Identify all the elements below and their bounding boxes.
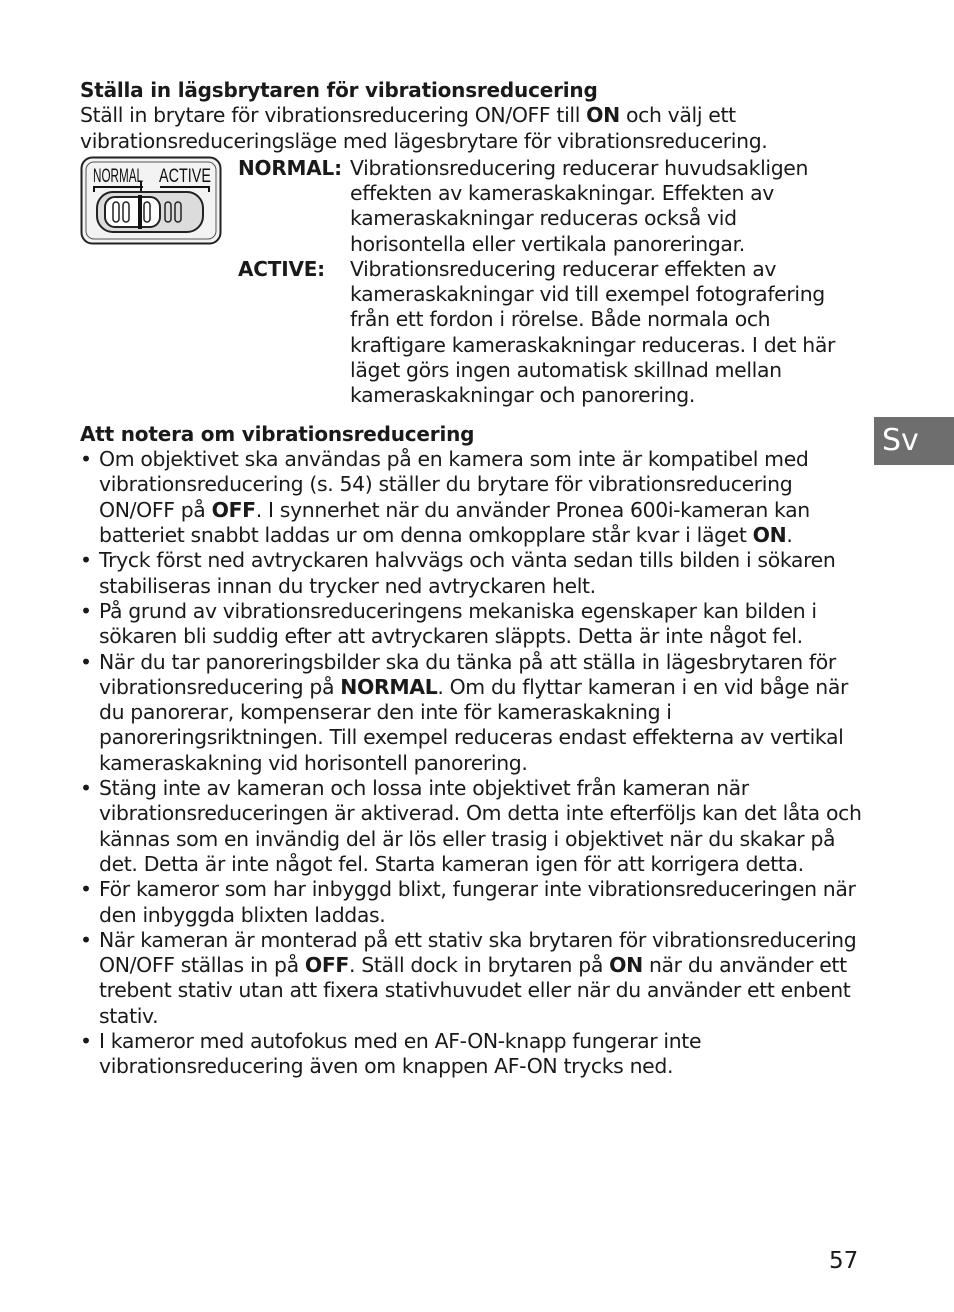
vr-mode-switch-illustration <box>80 156 222 246</box>
mode-normal-description: Vibrationsreducering reducerar huvudsakligen effekten av kameraskakningar. Effekten av kameraskakningar reduceras också vid horisontella eller vertikala panoreringar. <box>350 155 809 256</box>
note-text: . Ställ dock in brytaren på <box>349 953 610 978</box>
bullet: • <box>80 776 92 801</box>
note-text: . <box>786 523 793 548</box>
note-bold: OFF <box>304 953 350 978</box>
list-item <box>80 776 870 877</box>
list-item <box>80 599 870 650</box>
bullet: • <box>80 927 92 952</box>
bullet: • <box>80 598 92 623</box>
mode-active-description: Vibrationsreducering reducerar effekten av kameraskakningar vid till exempel fotografering från ett fordon i rörelse. Både normala och kraftigare kameraskakningar reduceras. I det här läget görs ingen automatisk skillnad mellan kameraskakningar och panorering. <box>350 256 836 408</box>
note-text: När du tar panoreringsbilder ska du tänka på att ställa in lägesbrytaren för vibrationsreducering på <box>99 649 836 699</box>
switch-label-normal: NORMAL <box>93 165 143 187</box>
list-item <box>80 650 870 776</box>
page-content <box>80 78 870 1080</box>
note-bold: ON <box>609 953 643 978</box>
intro-paragraph <box>80 103 870 154</box>
notes-list <box>80 447 870 1079</box>
mode-normal-label: NORMAL: <box>238 155 342 180</box>
list-item <box>80 1029 870 1080</box>
bullet: • <box>80 649 92 674</box>
language-tab: Sv <box>874 417 954 465</box>
mode-active <box>238 257 858 409</box>
bullet: • <box>80 548 92 573</box>
note-bold: ON <box>752 523 787 548</box>
bullet: • <box>80 877 92 902</box>
note-bold: OFF <box>211 497 256 522</box>
note-text: . Om du flyttar kameran i en vid båge när du panorerar, kompenserar den inte för kameraskakning i panoreringsriktningen. Till exempel reduceras endast effekterna av vertikal kameraskakning vid horisontell panorering. <box>99 674 849 775</box>
note-text: Stäng inte av kameran och lossa inte objektivet från kameran när vibrationsreduceringen är aktiverad. Om detta inte efterföljs kan det låta och kännas som en invändig del är lös eller trasig i objektivet när du skakar på det. Detta är inte något fel. Starta kameran igen för att korrigera detta. <box>99 776 862 876</box>
switch-label-active: ACTIVE <box>159 165 211 187</box>
mode-active-label: ACTIVE: <box>238 256 325 281</box>
bullet: • <box>80 447 92 472</box>
note-text: För kameror som har inbyggd blixt, fungerar inte vibrationsreduceringen när den inbyggda blixten laddas. <box>99 877 856 927</box>
mode-descriptions <box>80 156 870 414</box>
page-number: 57 <box>829 1248 859 1274</box>
intro-text-2: och välj ett vibrationsreduceringsläge med lägesbrytare för vibrationsreducering. <box>80 103 768 153</box>
note-text: när du använder ett trebent stativ utan att fixera stativhuvudet eller när du använder ett enbent stativ. <box>99 953 851 1028</box>
list-item <box>80 548 870 599</box>
intro-on: ON <box>586 103 620 128</box>
mode-normal <box>238 156 858 257</box>
note-text: Tryck först ned avtryckaren halvvägs och vänta sedan tills bilden i sökaren stabiliseras innan du trycker ned avtryckaren helt. <box>99 548 836 598</box>
note-text: När kameran är monterad på ett stativ ska brytaren för vibrationsreducering ON/OFF ställas in på <box>99 927 857 978</box>
note-text: På grund av vibrationsreduceringens mekaniska egenskaper kan bilden i sökaren bli suddig efter att avtryckaren släppts. Detta är inte något fel. <box>99 598 817 649</box>
list-item <box>80 447 870 548</box>
note-bold: NORMAL <box>340 674 438 699</box>
notes-heading: Att notera om vibrationsreducering <box>80 421 475 446</box>
note-text: Om objektivet ska användas på en kamera som inte är kompatibel med vibrationsreducering (s. 54) ställer du brytare för vibrationsreducering ON/OFF på <box>99 447 809 522</box>
bullet: • <box>80 1029 92 1054</box>
note-text: . I synnerhet när du använder Pronea 600i-kameran kan batteriet snabbt laddas ur om denna omkopplare står kvar i läget <box>99 497 810 548</box>
list-item <box>80 877 870 928</box>
list-item <box>80 928 870 1029</box>
section-heading: Ställa in lägsbrytaren för vibrationsreducering <box>80 78 598 102</box>
intro-text-1: Ställ in brytare för vibrationsreducering ON/OFF till <box>80 103 587 128</box>
note-text: I kameror med autofokus med en AF-ON-knapp fungerar inte vibrationsreducering även om knappen AF-ON trycks ned. <box>99 1029 702 1079</box>
